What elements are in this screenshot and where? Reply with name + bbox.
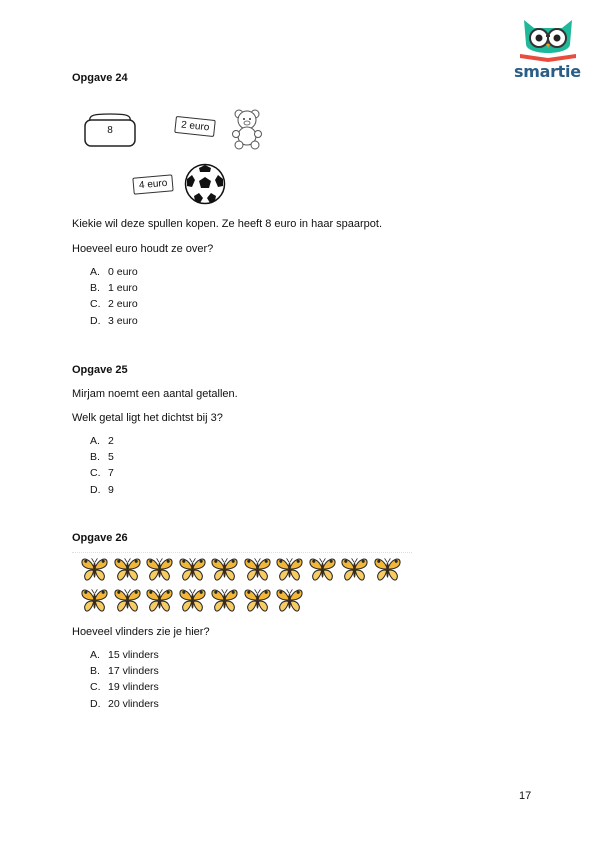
- butterfly-row-2: [80, 587, 308, 613]
- question-24-text-2: Hoeveel euro houdt ze over?: [72, 243, 214, 255]
- butterfly-icon: [113, 556, 142, 582]
- football-icon: [184, 163, 226, 205]
- logo-text: smartie: [514, 62, 581, 81]
- butterfly-icon: [373, 556, 402, 582]
- answer-option[interactable]: A. 0 euro: [90, 266, 138, 278]
- butterfly-icon: [308, 556, 337, 582]
- page-number: 17: [519, 790, 532, 802]
- purse-amount: 8: [107, 125, 113, 136]
- butterfly-icon: [340, 556, 369, 582]
- question-26-title: Opgave 26: [72, 532, 128, 544]
- teddy-bear-illustration: [230, 108, 264, 150]
- butterfly-icon: [275, 556, 304, 582]
- butterfly-icon: [178, 556, 207, 582]
- butterfly-icon: [243, 556, 272, 582]
- answer-option[interactable]: C. 2 euro: [90, 298, 138, 311]
- butterfly-icon: [80, 556, 109, 582]
- butterfly-icon: [145, 556, 174, 582]
- butterfly-icon: [210, 556, 239, 582]
- question-25-options: [90, 435, 114, 500]
- butterfly-icon: [275, 587, 304, 613]
- answer-option[interactable]: C. 19 vlinders: [90, 681, 159, 694]
- butterfly-icon: [178, 587, 207, 613]
- answer-option[interactable]: A. 2: [90, 435, 114, 447]
- answer-option[interactable]: B. 5: [90, 451, 114, 464]
- butterfly-row-1: [80, 556, 405, 582]
- purse-illustration: [82, 112, 138, 148]
- answer-option[interactable]: D. 3 euro: [90, 314, 138, 327]
- question-24-text-1: Kiekie wil deze spullen kopen. Ze heeft 8 euro in haar spaarpot.: [72, 218, 383, 230]
- owl-icon: [510, 14, 586, 62]
- answer-option[interactable]: B. 17 vlinders: [90, 665, 159, 678]
- butterfly-icon: [243, 587, 272, 613]
- question-25-title: Opgave 25: [72, 364, 128, 376]
- teddy-bear-icon: [230, 108, 264, 150]
- question-26-options: [90, 649, 159, 714]
- question-25-text-1: Mirjam noemt een aantal getallen.: [72, 388, 238, 400]
- question-24-options: [90, 266, 138, 331]
- question-25-text-2: Welk getal ligt het dichtst bij 3?: [72, 412, 223, 424]
- smartie-logo: [510, 14, 586, 84]
- answer-option[interactable]: B. 1 euro: [90, 282, 138, 295]
- question-26-text-1: Hoeveel vlinders zie je hier?: [72, 626, 210, 638]
- question-24-title: Opgave 24: [72, 72, 128, 84]
- answer-option[interactable]: D. 20 vlinders: [90, 697, 159, 710]
- answer-option[interactable]: C. 7: [90, 467, 114, 480]
- divider: [72, 552, 412, 553]
- butterfly-icon: [210, 587, 239, 613]
- butterfly-icon: [113, 587, 142, 613]
- answer-option[interactable]: D. 9: [90, 483, 114, 496]
- ball-price-tag: 4 euro: [132, 174, 174, 194]
- butterfly-icon: [80, 587, 109, 613]
- bear-price-tag: 2 euro: [174, 116, 216, 137]
- answer-option[interactable]: A. 15 vlinders: [90, 649, 159, 661]
- football-illustration: [184, 163, 226, 205]
- butterfly-icon: [145, 587, 174, 613]
